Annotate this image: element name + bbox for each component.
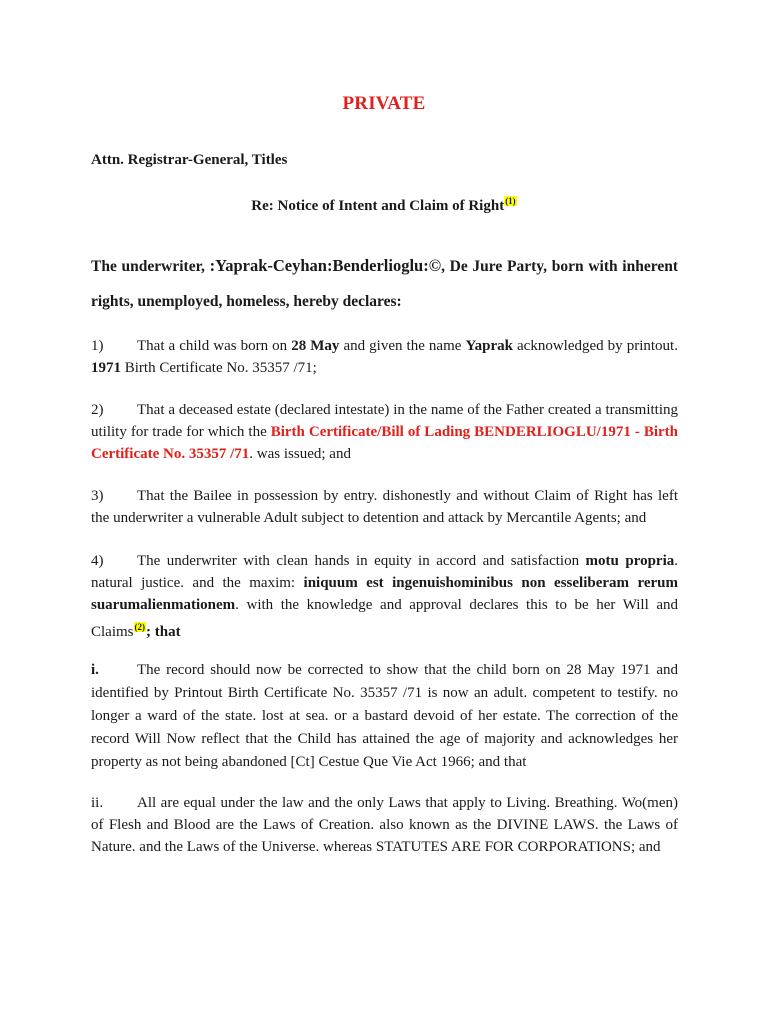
- paragraph-3: [91, 485, 678, 529]
- clause-ii: [91, 792, 678, 858]
- paragraph-text: . natural justice. and the maxim:: [91, 553, 678, 591]
- subject-line: [0, 196, 768, 215]
- latin-maxim: iniquum est ingenuishominibus non esseliberam rerum suarumalienmationem: [91, 575, 678, 613]
- latin-term: motu propria: [585, 553, 675, 569]
- paragraph-text: The underwriter with clean hands in equity in accord and satisfaction: [137, 553, 586, 569]
- paragraph-text: acknowledged by printout.: [512, 338, 678, 354]
- intro-text-a: The underwriter,: [91, 258, 210, 275]
- intro-paragraph: [91, 248, 678, 319]
- document-title: PRIVATE: [342, 93, 426, 114]
- birth-year: 1971: [91, 360, 121, 376]
- footnote-marker-2: (2): [134, 622, 146, 632]
- footnote-marker-1: (1): [505, 196, 516, 206]
- paragraph-text: . was issued; and: [249, 446, 351, 462]
- paragraph-number: 2): [91, 402, 104, 418]
- paragraph-number: 3): [91, 488, 104, 504]
- clause-number: ii.: [91, 795, 104, 811]
- paragraph-2: [91, 399, 678, 465]
- clause-number: i.: [91, 662, 99, 678]
- attention-line: Attn. Registrar-General, Titles: [91, 152, 288, 168]
- paragraph-text: That a deceased estate (declared intestate) in the name of the Father created a transmitting utility for trade for which the: [91, 402, 678, 440]
- paragraph-text: That a child was born on: [137, 338, 292, 354]
- paragraph-1: [91, 335, 678, 379]
- paragraph-text: ; that: [146, 624, 181, 640]
- subject-text: Re: Notice of Intent and Claim of Right: [251, 198, 505, 214]
- clause-i: [91, 659, 678, 774]
- paragraph-text: . with the knowledge and approval declares this to be her Will and Claims: [91, 597, 678, 640]
- paragraph-text: That the Bailee in possession by entry. dishonestly and without Claim of Right has left the underwriter a vulnerable Adult subject to detention and attack by Mercantile Agents; and: [91, 488, 678, 526]
- paragraph-text: Birth Certificate No. 35357 /71;: [121, 360, 317, 376]
- clause-text: All are equal under the law and the only Laws that apply to Living. Breathing. Wo(men) of Flesh and Blood are the Laws of Creation. also known as the DIVINE LAWS. the Laws of Nature. and the Laws of the Universe. whereas STATUTES ARE FOR CORPORATIONS; and: [91, 795, 678, 855]
- clause-text: The record should now be corrected to show that the child born on 28 May 1971 and identified by Printout Birth Certificate No. 35357 /71 is now an adult. competent to testify. no longer a ward of the state. lost at sea. or a bastard devoid of her estate. The correction of the record Will Now reflect that the Child has attained the age of majority and acknowledges her property as not being abandoned [Ct] Cestue Que Vie Act 1966; and that: [91, 662, 678, 770]
- paragraph-number: 4): [91, 553, 104, 569]
- birth-date: 28 May: [291, 338, 340, 354]
- intro-text-b: , De Jure Party, born with inherent rights, unemployed, homeless, hereby declares:: [91, 258, 678, 310]
- given-name: Yaprak: [465, 338, 513, 354]
- paragraph-number: 1): [91, 338, 104, 354]
- certificate-reference: Birth Certificate/Bill of Lading BENDERLIOGLU/1971 - Birth Certificate No. 35357 /71: [91, 424, 678, 462]
- paragraph-4: [91, 550, 678, 643]
- paragraph-text: and given the name: [339, 338, 466, 354]
- party-name: :Yaprak-Ceyhan:Benderlioglu:©: [209, 256, 442, 275]
